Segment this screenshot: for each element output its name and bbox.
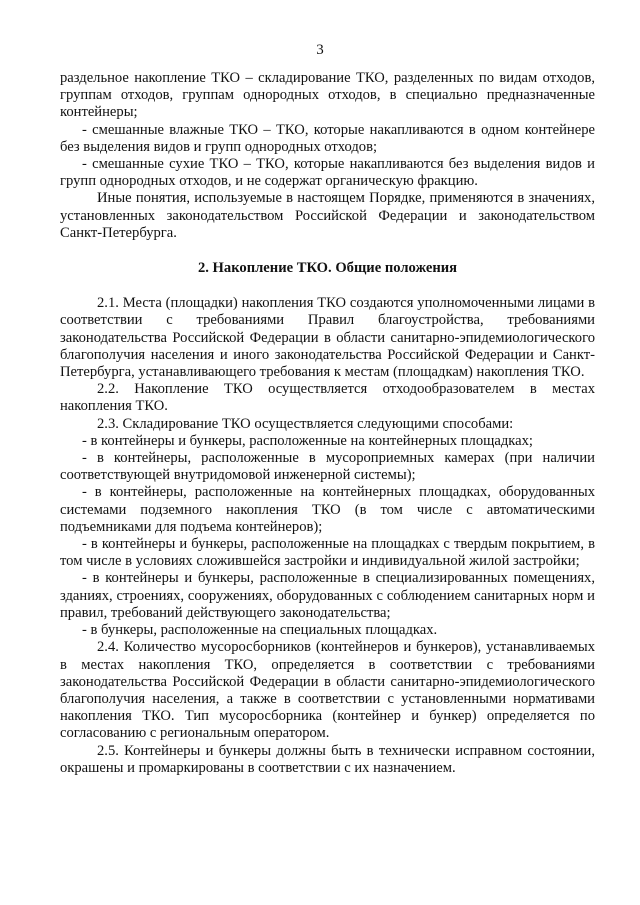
paragraph-separate-accumulation: раздельное накопление ТКО – складирование ТКО, разделенных по видам отходов, группам отходов, группам однородных отходов, в специально предназначенные контейнеры; <box>60 70 595 121</box>
page-number: 3 <box>316 42 324 58</box>
paragraph-other-terms: Иные понятия, используемые в настоящем Порядке, применяются в значениях, установленных законодательством Российской Федерации и законодательством Санкт-Петербурга. <box>60 190 595 241</box>
paragraph-2-4: 2.4. Количество мусоросборников (контейнеров и бункеров), устанавливаемых в местах накопления ТКО, определяется в соответствии с требованиями законодательства Российской Федерации в области санитарно-эпидемиологического благополучия населения, а также в соответствии с установленными нормативами накопления ТКО. Тип мусоросборника (контейнер и бункер) определяется по согласованию с региональным оператором. <box>60 639 595 742</box>
document-body <box>60 70 595 777</box>
list-item-underground-systems: - в контейнеры, расположенные на контейнерных площадках, оборудованных системами подземного накопления ТКО (в том числе с автоматическими подъемниками для подъема контейнеров); <box>60 484 595 535</box>
paragraph-mixed-wet: - смешанные влажные ТКО – ТКО, которые накапливаются в одном контейнере без выделения видов и групп однородных отходов; <box>60 121 595 155</box>
list-item-special-sites: - в бункеры, расположенные на специальных площадках. <box>82 622 438 639</box>
paragraph-2-2: 2.2. Накопление ТКО осуществляется отходообразователем в местах накопления ТКО. <box>60 381 595 415</box>
paragraph-2-5: 2.5. Контейнеры и бункеры должны быть в технически исправном состоянии, окрашены и промаркированы в соответствии с их назначением. <box>60 742 595 776</box>
list-item-hard-surface-sites: - в контейнеры и бункеры, расположенные на площадках с твердым покрытием, в том числе в условиях сложившейся застройки и индивидуальной жилой застройки; <box>60 536 595 570</box>
list-item-waste-chambers: - в контейнеры, расположенные в мусороприемных камерах (при наличии соответствующей внутридомовой инженерной системы); <box>60 450 595 484</box>
list-item-container-sites: - в контейнеры и бункеры, расположенные на контейнерных площадках; <box>82 432 533 449</box>
list-item-specialized-premises: - в контейнеры и бункеры, расположенные в специализированных помещениях, зданиях, строениях, сооружениях, оборудованных с соблюдением санитарных норм и правил, требований действующего законодательства; <box>60 570 595 621</box>
paragraph-mixed-dry: - смешанные сухие ТКО – ТКО, которые накапливаются без выделения видов и групп однородных отходов, и не содержат органическую фракцию. <box>60 156 595 190</box>
section-heading: 2. Накопление ТКО. Общие положения <box>197 260 458 277</box>
paragraph-2-3: 2.3. Складирование ТКО осуществляется следующими способами: <box>97 415 514 432</box>
paragraph-2-1: 2.1. Места (площадки) накопления ТКО создаются уполномоченными лицами в соответствии с требованиями Правил благоустройства, требованиями законодательства Российской Федерации в области санитарно-эпидемиологического благополучия населения и иного законодательства Российской Федерации и Санкт-Петербурга, устанавливающего требования к местам (площадкам) накопления ТКО. <box>60 295 595 381</box>
